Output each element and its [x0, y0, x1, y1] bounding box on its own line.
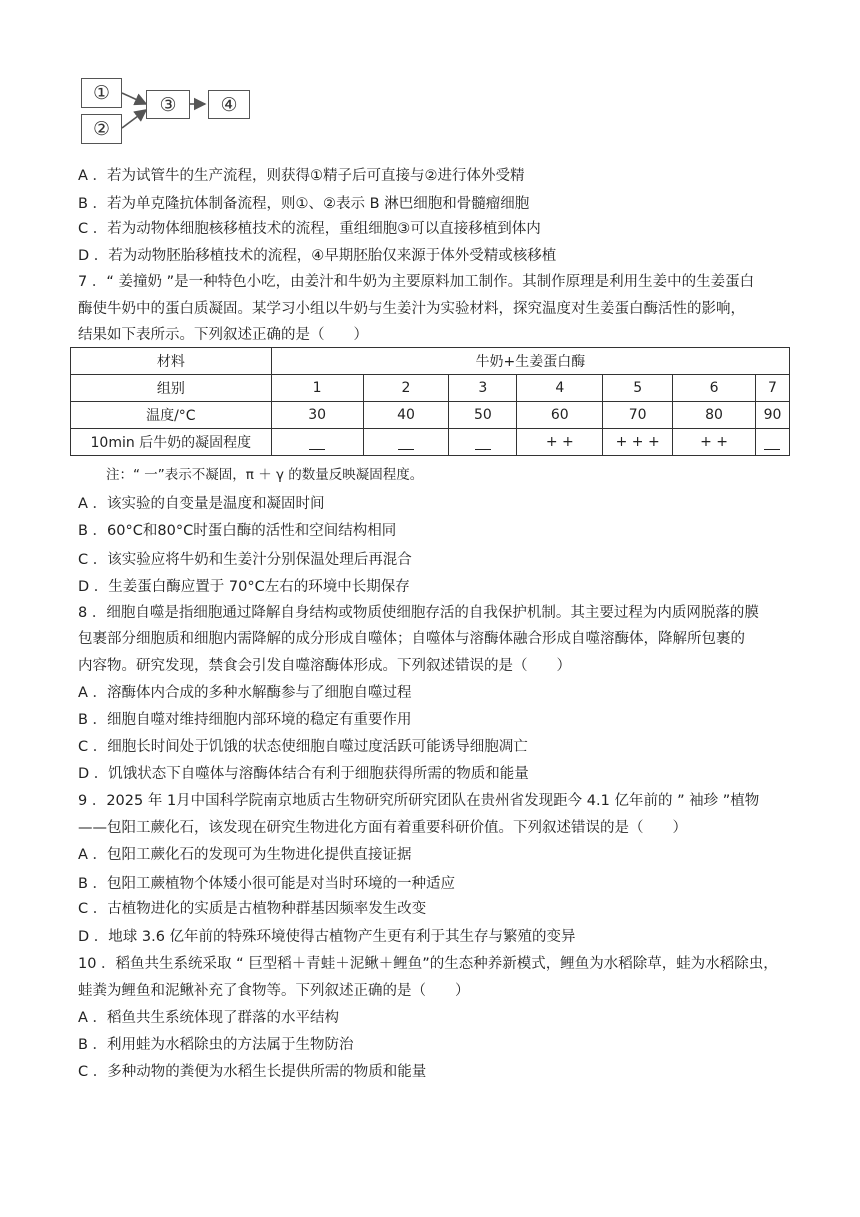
- q8-option-b: B ．细胞自噬对维持细胞内部环境的稳定有重要作用: [78, 712, 412, 728]
- group-label: 组别: [71, 375, 272, 402]
- coagulation-label: 10min 后牛奶的凝固程度: [71, 429, 272, 456]
- q10-stem-line-1: 10 ．稻鱼共生系统采取 “ 巨型稻＋青蛙＋泥鳅＋鲤鱼”的生态种养新模式，鲤鱼为水稻除草，蛙为水稻除虫，: [78, 956, 778, 972]
- diagram-box-2: ②: [81, 114, 122, 144]
- q7-option-c: C ．该实验应将牛奶和生姜汁分别保温处理后再混合: [78, 552, 412, 568]
- q7-results-table: [70, 347, 790, 456]
- q10-stem-line-2: 蛙粪为鲤鱼和泥鳅补充了食物等。下列叙述正确的是（ ）: [78, 983, 470, 999]
- temperature-cell: 60: [517, 402, 603, 429]
- temperature-cell: 70: [603, 402, 673, 429]
- q7-option-b: B ．60°C和80°C时蛋白酶的活性和空间结构相同: [78, 523, 397, 539]
- no-coagulation-mark: [398, 439, 414, 450]
- group-cell: 5: [603, 375, 673, 402]
- q9-stem-line-2: ——包阳工蕨化石，该发现在研究生物进化方面有着重要科研价值。下列叙述错误的是（ ）: [78, 820, 687, 836]
- q7-stem-line-3: 结果如下表所示。下列叙述正确的是（ ）: [78, 327, 368, 343]
- q8-option-d: D ．饥饿状态下自噬体与溶酶体结合有利于细胞获得所需的物质和能量: [78, 766, 529, 782]
- no-coagulation-mark: [475, 439, 491, 450]
- coagulation-cell: [449, 429, 517, 456]
- coagulation-cell: + +: [673, 429, 756, 456]
- q9-option-b: B ．包阳工蕨植物个体矮小很可能是对当时环境的一种适应: [78, 876, 456, 892]
- temperature-label: 温度/°C: [71, 402, 272, 429]
- q8-stem-line-2: 包裹部分细胞质和细胞内需降解的成分形成自噬体；自噬体与溶酶体融合形成自噬溶酶体，降解所包裹的: [78, 631, 745, 647]
- q6-option-a: A ．若为试管牛的生产流程，则获得①精子后可直接与②进行体外受精: [78, 168, 525, 184]
- q7-option-a: A ．该实验的自变量是温度和凝固时间: [78, 496, 325, 512]
- q9-option-c: C ．古植物进化的实质是古植物种群基因频率发生改变: [78, 901, 427, 917]
- q7-stem-line-1: 7 ．“ 姜撞奶 ”是一种特色小吃，由姜汁和牛奶为主要原料加工制作。其制作原理是利用生姜中的生姜蛋白: [78, 274, 755, 290]
- table-row-temperature: [71, 402, 790, 429]
- table-row-material: [71, 348, 790, 375]
- q9-stem-line-1: 9 ．2025 年 1月中国科学院南京地质古生物研究所研究团队在贵州省发现距今 4.1 亿年前的 ” 袖珍 ”植物: [78, 793, 760, 809]
- temperature-cell: 90: [755, 402, 789, 429]
- table-row-coagulation: [71, 429, 790, 456]
- q10-option-b: B ．利用蛙为水稻除虫的方法属于生物防治: [78, 1037, 354, 1053]
- q7-stem-line-2: 酶使牛奶中的蛋白质凝固。某学习小组以牛奶与生姜汁为实验材料，探究温度对生姜蛋白酶活性的影响，: [78, 301, 745, 317]
- q10-option-a: A ．稻鱼共生系统体现了群落的水平结构: [78, 1010, 340, 1026]
- group-cell: 1: [271, 375, 363, 402]
- q8-option-a: A ．溶酶体内合成的多种水解酶参与了细胞自噬过程: [78, 685, 412, 701]
- no-coagulation-mark: [309, 439, 325, 450]
- temperature-cell: 40: [363, 402, 449, 429]
- q7-table-note: 注：“ 一”表示不凝固，π ＋ γ 的数量反映凝固程度。: [106, 467, 424, 483]
- coagulation-cell: + +: [517, 429, 603, 456]
- q6-option-c: C ．若为动物体细胞核移植技术的流程，重组细胞③可以直接移植到体内: [78, 221, 541, 237]
- q9-option-d: D ．地球 3.6 亿年前的特殊环境使得古植物产生更有利于其生存与繁殖的变异: [78, 929, 576, 945]
- coagulation-cell: + + +: [603, 429, 673, 456]
- material-value: 牛奶+生姜蛋白酶: [271, 348, 789, 375]
- coagulation-cell: [271, 429, 363, 456]
- q8-stem-line-3: 内容物。研究发现，禁食会引发自噬溶酶体形成。下列叙述错误的是（ ）: [78, 658, 571, 674]
- q8-stem-line-1: 8 ．细胞自噬是指细胞通过降解自身结构或物质使细胞存活的自我保护机制。其主要过程为内质网脱落的膜: [78, 605, 759, 621]
- temperature-cell: 80: [673, 402, 756, 429]
- group-cell: 3: [449, 375, 517, 402]
- q6-option-d: D ．若为动物胚胎移植技术的流程，④早期胚胎仅来源于体外受精或核移植: [78, 248, 557, 264]
- coagulation-cell: [755, 429, 789, 456]
- coagulation-cell: [363, 429, 449, 456]
- diagram-box-3: ③: [146, 90, 190, 119]
- q10-option-c: C ．多种动物的粪便为水稻生长提供所需的物质和能量: [78, 1064, 427, 1080]
- group-cell: 2: [363, 375, 449, 402]
- group-cell: 6: [673, 375, 756, 402]
- temperature-cell: 30: [271, 402, 363, 429]
- diagram-box-1: ①: [81, 78, 122, 108]
- diagram-box-4: ④: [208, 90, 250, 119]
- temperature-cell: 50: [449, 402, 517, 429]
- q7-option-d: D ．生姜蛋白酶应置于 70°C左右的环境中长期保存: [78, 579, 410, 595]
- q9-option-a: A ．包阳工蕨化石的发现可为生物进化提供直接证据: [78, 847, 412, 863]
- q6-option-b: B ．若为单克隆抗体制备流程，则①、②表示 B 淋巴细胞和骨髓瘤细胞: [78, 196, 530, 212]
- table-row-group: [71, 375, 790, 402]
- q8-option-c: C ．细胞长时间处于饥饿的状态使细胞自噬过度活跃可能诱导细胞凋亡: [78, 739, 528, 755]
- no-coagulation-mark: [764, 439, 780, 450]
- diagram-arrows: [0, 0, 860, 160]
- group-cell: 7: [755, 375, 789, 402]
- material-label: 材料: [71, 348, 272, 375]
- group-cell: 4: [517, 375, 603, 402]
